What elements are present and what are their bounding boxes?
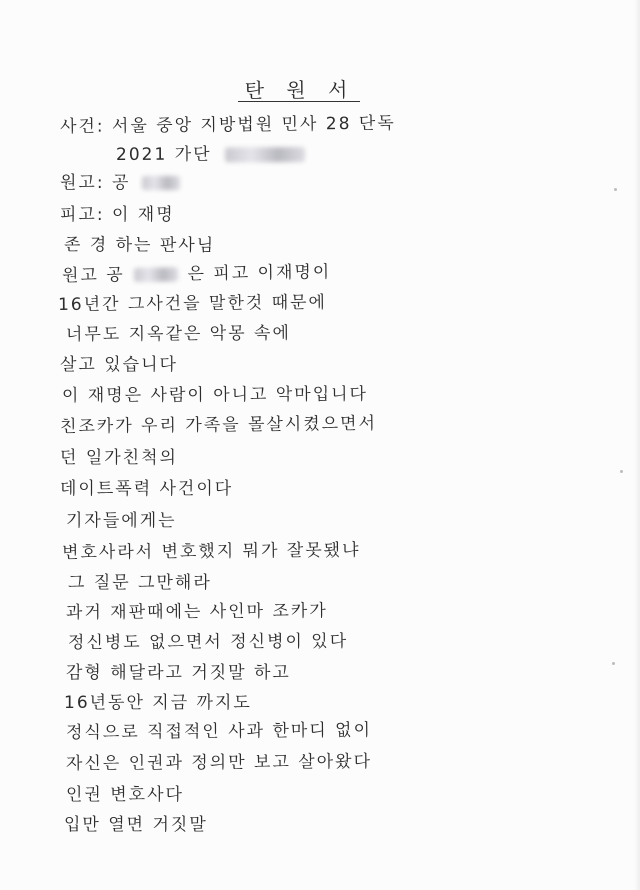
body-line: 그 질문 그만해라	[68, 573, 212, 593]
body-line: 과거 재판때에는 사인마 조카가	[65, 601, 328, 623]
body-line: 정신병도 없으면서 정신병이 있다	[67, 631, 349, 653]
paper-speck	[620, 470, 623, 473]
defendant-name: 이 재명	[111, 205, 175, 225]
body-line: 16년간 그사건을 말한것 때문에	[57, 292, 328, 315]
body-line: 너무도 지옥같은 악몽 속에	[65, 323, 291, 345]
body-line-1	[62, 257, 332, 286]
body-line: 친조카가 우리 가족을 몰살시켰으면서	[59, 413, 378, 437]
plaintiff-label: 원고:	[60, 173, 105, 193]
body-line: 감형 해달라고 거짓말 하고	[66, 663, 291, 683]
plaintiff-line	[60, 168, 180, 193]
case-number-line	[116, 139, 305, 165]
body-line-1-end: 은 피고 이재명이	[187, 262, 332, 285]
plaintiff-surname: 공	[111, 173, 131, 193]
case-line	[60, 108, 396, 137]
defendant-label: 피고:	[60, 205, 105, 225]
defendant-line	[60, 200, 175, 225]
redacted-plaintiff-name	[142, 176, 180, 190]
redacted-case-number	[225, 147, 305, 162]
document-title: 탄 원 서	[244, 77, 356, 103]
body-line: 기자들에게는	[66, 511, 177, 531]
case-number: 2021 가단	[115, 144, 212, 165]
paper-speck	[612, 662, 615, 665]
body-line: 16년동안 지금 까지도	[64, 693, 252, 713]
body-line: 정식으로 직접적인 사과 한마디 없이	[65, 720, 373, 743]
body-line-1-start: 원고 공	[61, 265, 125, 286]
paper-speck	[614, 188, 617, 191]
body-line: 던 일가친척의	[60, 448, 178, 468]
redacted-plaintiff-name	[134, 267, 178, 282]
body-line: 입만 열면 거짓말	[64, 815, 208, 835]
case-court: 서울 중앙 지방법원 민사 28 단독	[111, 113, 396, 137]
body-line: 데이트폭력 사건이다	[60, 479, 234, 499]
body-line: 자신은 인권과 정의만 보고 살아왔다	[65, 751, 373, 774]
body-line: 이 재명은 사람이 아니고 악마입니다	[61, 384, 369, 406]
body-line: 인권 변호사다	[66, 785, 184, 805]
title-underline	[238, 101, 360, 102]
body-line: 변호사라서 변호했지 뭐가 잘못됐냐	[61, 540, 361, 563]
case-label: 사건:	[59, 116, 105, 137]
body-line: 살고 있습니다	[60, 355, 178, 375]
salutation: 존 경 하는 판사님	[63, 235, 216, 256]
